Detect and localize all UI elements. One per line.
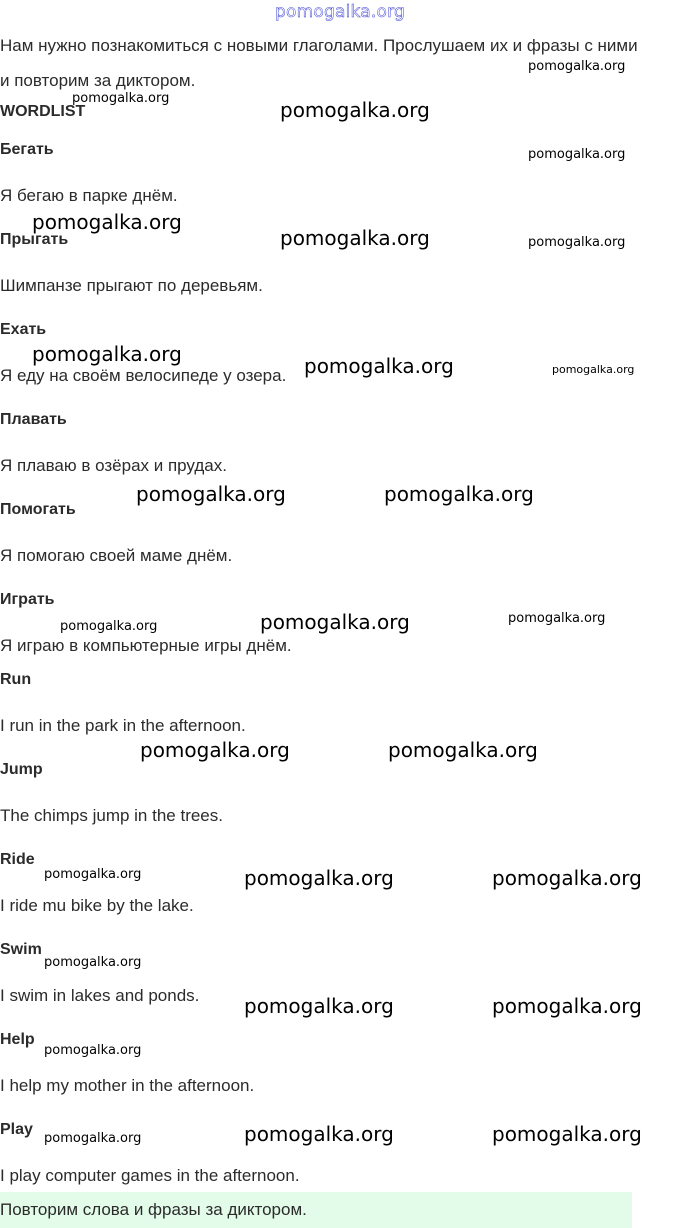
watermark: pomogalka.org <box>244 866 394 890</box>
phrase-ride-ru: Я еду на своём велосипеде у озера. <box>0 366 287 385</box>
watermark: pomogalka.org <box>492 994 642 1018</box>
phrase-jump-en: The chimps jump in the trees. <box>0 806 223 825</box>
watermark: pomogalka.org <box>60 619 158 634</box>
phrase-swim-ru: Я плаваю в озёрах и прудах. <box>0 456 227 475</box>
term-swim-ru: Плавать <box>0 411 67 428</box>
watermark: pomogalka.org <box>492 1122 642 1146</box>
phrase-help-en: I help my mother in the afternoon. <box>0 1076 255 1095</box>
phrase-ride-en: I ride mu bike by the lake. <box>0 896 194 915</box>
wordlist-heading: WORDLIST <box>0 103 86 120</box>
phrase-run-en: I run in the park in the afternoon. <box>0 716 246 735</box>
watermark: pomogalka.org <box>32 342 182 366</box>
watermark: pomogalka.org <box>492 866 642 890</box>
watermark: pomogalka.org <box>136 482 286 506</box>
term-swim-en: Swim <box>0 941 42 958</box>
watermark: pomogalka.org <box>44 1043 142 1058</box>
watermark: pomogalka.org <box>44 867 142 882</box>
term-help-ru: Помогать <box>0 501 76 518</box>
watermark: pomogalka.org <box>44 1131 142 1146</box>
site-name: pomogalka.org <box>275 2 405 22</box>
site-header <box>0 2 680 22</box>
term-run-ru: Бегать <box>0 141 54 158</box>
phrase-play-ru: Я играю в компьютерные игры днём. <box>0 636 292 655</box>
watermark: pomogalka.org <box>140 738 290 762</box>
watermark: pomogalka.org <box>528 59 626 74</box>
term-jump-ru: Прыгать <box>0 231 69 248</box>
term-play-ru: Играть <box>0 591 55 608</box>
phrase-run-ru: Я бегаю в парке днём. <box>0 186 178 205</box>
repeat-note: Повторим слова и фразы за диктором. <box>0 1192 632 1228</box>
watermark: pomogalka.org <box>280 226 430 250</box>
phrase-swim-en: I swim in lakes and ponds. <box>0 986 200 1005</box>
term-ride-en: Ride <box>0 851 35 868</box>
watermark: pomogalka.org <box>44 955 142 970</box>
watermark: pomogalka.org <box>304 354 454 378</box>
phrase-play-en: I play computer games in the afternoon. <box>0 1166 300 1185</box>
term-jump-en: Jump <box>0 761 43 778</box>
watermark: pomogalka.org <box>244 1122 394 1146</box>
term-run-en: Run <box>0 671 32 688</box>
intro-text: Нам нужно познакомиться с новыми глаголами. Прослушаем их и фразы с ними и повторим за диктором. <box>0 36 638 90</box>
watermark: pomogalka.org <box>260 610 410 634</box>
watermark: pomogalka.org <box>508 611 606 626</box>
watermark: pomogalka.org <box>528 147 626 162</box>
term-ride-ru: Ехать <box>0 321 47 338</box>
watermark: pomogalka.org <box>384 482 534 506</box>
watermark: pomogalka.org <box>280 98 430 122</box>
watermark: pomogalka.org <box>32 210 182 234</box>
watermark: pomogalka.org <box>528 235 626 250</box>
watermark: pomogalka.org <box>72 91 170 106</box>
term-play-en: Play <box>0 1121 33 1138</box>
watermark: pomogalka.org <box>552 363 635 376</box>
watermark: pomogalka.org <box>388 738 538 762</box>
term-help-en: Help <box>0 1031 35 1048</box>
phrase-help-ru: Я помогаю своей маме днём. <box>0 546 233 565</box>
phrase-jump-ru: Шимпанзе прыгают по деревьям. <box>0 276 263 295</box>
watermark: pomogalka.org <box>244 994 394 1018</box>
